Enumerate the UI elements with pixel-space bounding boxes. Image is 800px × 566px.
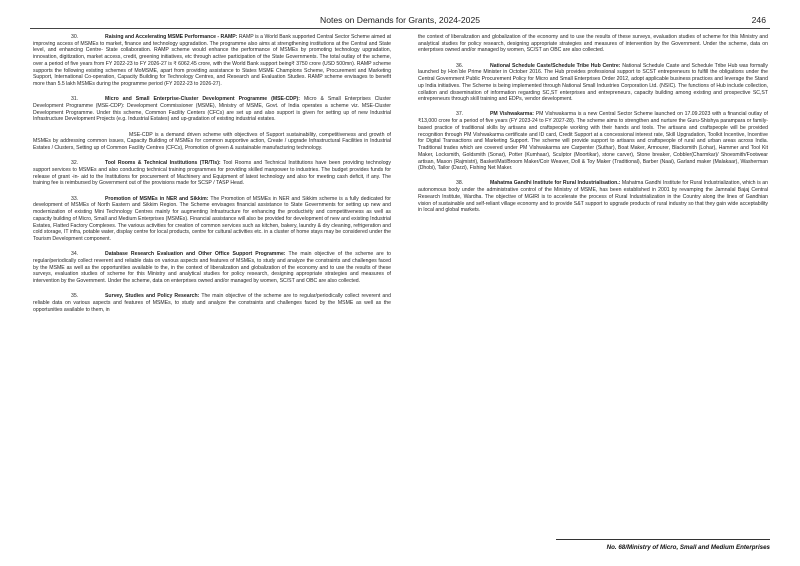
paragraph-text: The main objective of the scheme are to regular/periodically collect reverent and reliable data on various aspects and features of MSMEs, to study and analyze the constraints and challenges faced by the MSME as well as the opportunities available to the, in the context of liberalization and globalization of the economy and to use the results of these surveys, evaluation studies of scheme for this Ministry and analytical studies for policy research, designing appropriate strategies and measures of intervention by the Government. Under the scheme, data on enterprises owned and/or managed by women, SC/ST and OBC are also collected. [33,251,391,285]
paragraph-35-continued [418,34,768,54]
paragraph-text: The main objective of the scheme are to regular/periodically collect reverent and reliable data on various aspects and features of MSMEs, to study and analyze the constraints and challenges faced by the MSME as well as the opportunities available to them, in [33,293,391,313]
paragraph-title: Survey, Studies and Policy Research: [105,293,200,300]
paragraph-30 [33,34,391,88]
paragraph-title: National Schedule Caste/Schedule Tribe Hub Centre: [490,62,621,69]
paragraph-title: Promotion of MSMEs in NER and Sikkim: [105,195,209,202]
page-header [30,14,770,29]
paragraph-number: 36. [456,62,464,69]
left-column [33,34,391,534]
paragraph-number: 31. [71,96,79,103]
paragraph-text: Mahatma Gandhi Institute for Rural Industrialization, which is an autonomous body under the administrative control of the Ministry of MSME, has been established in 2001 by revamping the Jamnalal Bajaj Central Research Institute, Wardha. The objective of MGIRI is to accelerate the process of Rural Industrialization in the Country along the lines of Gandhian vision of sustainable and self-reliant village economy and to provide S&T support to upgrade products of rural industry so that they gain wide acceptability in local and global markets. [418,180,768,214]
paragraph-number: 33. [71,195,79,202]
page-number: 246 [751,15,766,25]
paragraph-text: MSE-CDP is a demand driven scheme with objectives of Support sustainability, competitiveness and growth of MSMEs by addressing common issues, Capacity Building of MSMEs for common supportive action, Create / upgrade Infrastructural Facilities in Industrial Estates / Clusters, Setting up of Common Facility Centres (CFCs), Promotion of green & sustainable manufacturing technology. [33,131,391,152]
paragraph-31 [33,96,391,123]
paragraph-31-continued [33,132,391,152]
paragraph-36 [418,63,768,103]
paragraph-35 [33,293,391,313]
paragraph-text: RAMP is a World Bank supported Central Sector Scheme aimed at improving access of MSMEs to market, finance and technology upgradation. The programme also aims at strengthening institutions at the Central and State level, and enhancing Centre- State collaboration. RAMP scheme would enhance the performance of MSMEs by promoting technology upgradation, innovation, digitization, market access, credit, greening initiatives, etc through active participation of the State Governments. The total outlay of the scheme, over a period of five years from FY 2022-23 to FY 2026-27 is ₹ 6062.45 crore, with the World Bank support being₹ 3750 crore (USD 500mn). RAMP scheme supports the following existing schemes of MoMSME, apart from providing assistance to States MSME Champions Scheme, Procurement and Marketing Support, International Co-operation, Capacity Building for Technology Centres, and Research and Evaluation Studies. RAMP scheme envisages to benefit more than 5.5 lakh MSMEs during the programme period (FY 2022-23 to 2026-27). [33,34,391,88]
paragraph-number: 38. [456,180,464,187]
paragraph-text: PM Vishwakarma is a new Central Sector Scheme launched on 17.09.2023 with a financial outlay of ₹13,000 crore for a period of five years (FY 2023-24 to FY 2027-28). The scheme aims to strengthen and nurture the Guru-Shishya parampara or family-based practice of traditional skills by artisans and craftspeople working with their hands and tools. The artisans and craftspeople will be provided recognition through PM Vishwakarma certificate and ID card, Credit Support at a concessional interest rate, Skill Upgradation, Toolkit Incentive, Incentive for Digital Transactions and Marketing Support. The scheme will provide support to artisans and craftspeople of rural and urban areas across India. Traditional trades which are covered under PM Vishwakarma are Carpenter (Suthar), Boat Maker, Armourer, Blacksmith (Lohar), Hammer and Tool Kit Maker, Locksmith, Goldsmith (Sonar), Potter (Kumhaar), Sculptor (Moortikar), stone carver), Stone breaker, Cobbler(Charmkar)/ Shoesmith/Footwear artisan, Mason (Rajmistri), Basket/Mat/Broom Maker/Coir Weaver, Doll & Toy Maker (Traditional), Barber (Naai), Garland maker (Malakaar), Washerman (Dhobi), Tailor (Darzi), Fishing Net Maker. [418,111,768,172]
paragraph-text: Micro & Small Enterprises Cluster Development Programme (MSE-CDP): Development Commissioner (MSME), Ministry of MSME, Govt. of India operates a scheme viz. MSE-Cluster Development Programme. Under this scheme, Common Facility Centers (CFCs) are set up and also support is given for setting up of new Industrial Infrastructure Development Projects (e.g. Industrial Estates) and up-gradation of existing industrial estates. [33,96,391,123]
paragraph-number: 30. [71,34,79,40]
paragraph-title: Micro and Small Enterprise-Cluster Development Programme (MSE-CDP): [105,96,300,103]
paragraph-33 [33,196,391,243]
paragraph-37 [418,111,768,171]
paragraph-title: Database Research Evaluation and Other Office Support Programme: [105,251,286,258]
paragraph-number: 37. [456,111,464,118]
paragraph-text: The Promotion of MSMEs in NER and Sikkim scheme is a fully dedicated for development of MSMEs of North Eastern and Sikkim Region. The Scheme envisages financial assistance to State Governments for setting up new and modernization of existing Mini Technology Centres mainly for augmenting Infrastructure for enhancing the productivity and competitiveness as well as capacity building of Micro, Small and Medium Enterprises (MSMEs). Financial assistance will also be provided for development of new and existing Industrial Estates, Flatted Factory Complexes. The various activities for creation of common services such as kitchen, bakery, laundry & dry cleaning, refrigeration and cold storage, IT infra, potable water, display centre for local products, centre for cultural activities etc. in a cluster of home stays may be considered under the Tourism Development component. [33,195,391,242]
paragraph-title: PM Vishwakarma: [490,111,534,118]
paragraph-32 [33,160,391,187]
footer-text: No. 68/Ministry of Micro, Small and Medium Enterprises [606,544,770,551]
footer-rule [556,539,770,540]
paragraph-title: Raising and Accelerating MSME Performance - RAMP: [105,34,238,40]
paragraph-number: 34. [71,251,79,258]
paragraph-title: Tool Rooms & Technical Institutions (TR/TIs): [105,160,221,167]
paragraph-text: National Schedule Caste and Schedule Tribe Hub was formally launched by Hon`ble Prime Minister in October 2016. The Hub provides professional support to SCST entrepreneurs to fulfill the obligations under the Central Government Public Procurement Policy for Micro and Small Enterprises Order 2012, adopt applicable business practices and leverage the Stand up India initiatives. The Scheme is being implemented through National Small Industries Corporation Ltd. (NSIC). The functions of Hub include collection, collation and dissemination of information regarding SC,ST enterprises and entrepreneurs, capacity building among existing and prospective SC,ST entrepreneurs through skill training and EDPs, vendor development. [418,62,768,103]
paragraph-34 [33,251,391,285]
paragraph-title: Mahatma Gandhi Institute for Rural Industrialisation.: [490,180,621,187]
right-column [418,34,768,534]
header-title: Notes on Demands for Grants, 2024-2025 [319,15,481,25]
paragraph-text: the context of liberalization and globalization of the economy and to use the results of these surveys, evaluation studies of scheme for this Ministry and analytical studies for policy research, designing appropriate strategies and measures of intervention by the Government. Under the scheme, data on enterprises owned and/or managed by women, SC/ST an OBC are also collected. [418,34,768,54]
paragraph-number: 35. [71,293,79,300]
paragraph-text: Tool Rooms and Technical Institutions have been providing technology support services to MSMEs and also conducting technical training programmes for providing skilled manpower to industries. The budget provides funds for release of grant -in- aid to the Institutions for procurement of Machinery and Equipment of latest technology and also for meeting cash deficit, if any. The training fee is reimbursed by Government out of the provisions made for SCSP / TASP Head. [33,160,391,187]
paragraph-number: 32. [71,160,79,167]
paragraph-38 [418,180,768,214]
